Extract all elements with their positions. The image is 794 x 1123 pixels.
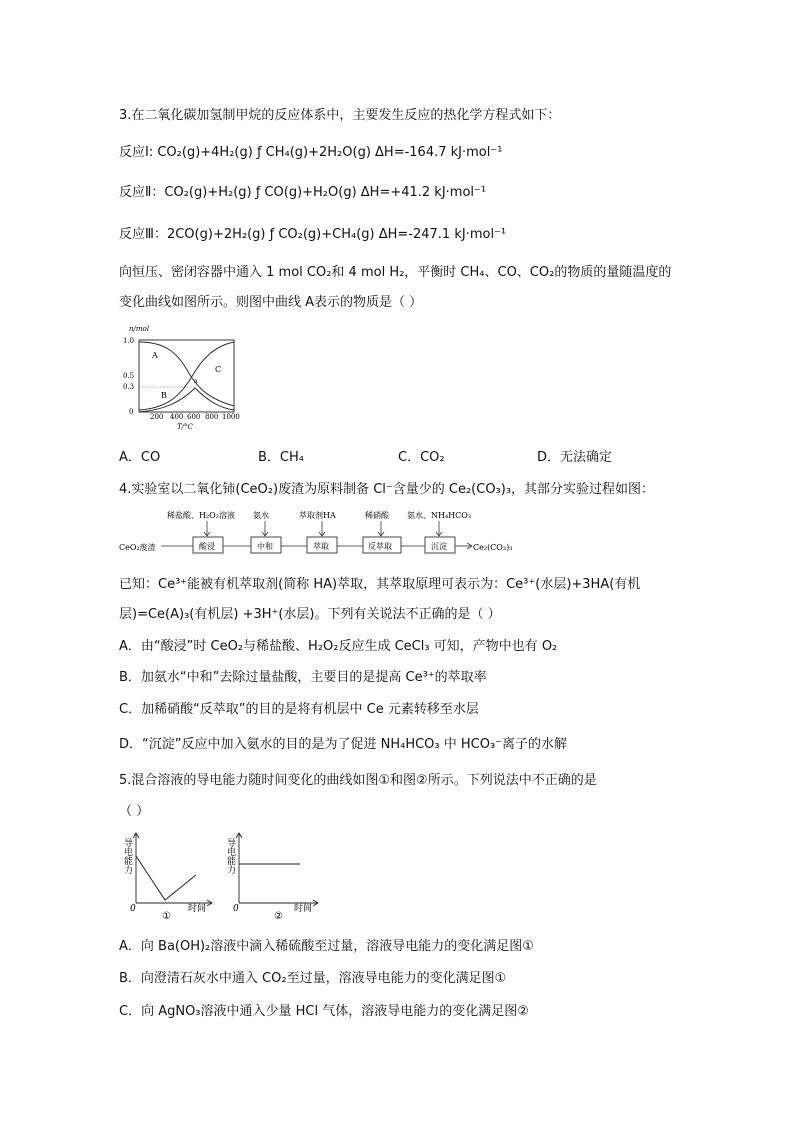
q3-option-c[interactable]: C．CO₂ bbox=[398, 450, 445, 465]
q3-label-a: A bbox=[152, 351, 158, 360]
q4-step-4: 反萃取 bbox=[368, 542, 392, 551]
q4-step-5: 沉淀 bbox=[431, 542, 447, 551]
q3-condition-2: 变化曲线如图所示。则图中曲线 A表示的物质是（ ） bbox=[119, 295, 423, 310]
q4-step-1: 酸浸 bbox=[199, 542, 215, 551]
q4-step-3: 萃取 bbox=[313, 542, 329, 551]
q5-graph2-origin: 0 bbox=[233, 904, 239, 914]
q4-stem: 4.实验室以二氧化铈(CeO₂)废渣为原料制备 Cl⁻含量少的 Ce₂(CO₃)₃，其部分实验过程如图： bbox=[119, 482, 655, 497]
q3-ytick-1: 1.0 bbox=[123, 337, 135, 345]
q3-option-d[interactable]: D．无法确定 bbox=[537, 450, 613, 465]
q3-xtick-3: 600 bbox=[187, 413, 201, 421]
q4-known-2: 层)=Ce(A)₃(有机层) +3H⁺(水层)。下列有关说法不正确的是（ ） bbox=[119, 607, 501, 622]
q3-option-a[interactable]: A．CO bbox=[119, 450, 161, 465]
q4-option-d[interactable]: D．“沉淀”反应中加入氨水的目的是为了促进 NH₄HCO₃ 中 HCO₃⁻离子的水解 bbox=[119, 737, 568, 752]
q4-known-1: 已知：Ce³⁺能被有机萃取剂(简称 HA)萃取，其萃取原理可表示为：Ce³⁺(水层)+3HA(有机 bbox=[119, 577, 641, 592]
q5-graph-2 bbox=[222, 830, 322, 922]
q5-graph1-origin: 0 bbox=[130, 904, 136, 914]
q3-graph-xlabel: T/°C bbox=[177, 423, 193, 431]
q5-stem: 5.混合溶液的导电能力随时间变化的曲线如图①和图②所示。下列说法中不正确的是 bbox=[119, 773, 597, 788]
q5-paren: （ ） bbox=[119, 804, 150, 819]
q4-step-2: 中和 bbox=[257, 542, 273, 551]
q3-ytick-3: 0.3 bbox=[123, 383, 135, 391]
q4-reagent-2: 氨水 bbox=[253, 511, 269, 520]
q5-graph1-ylabel: 导电能力 bbox=[122, 838, 132, 874]
q5-option-c[interactable]: C．向 AgNO₃溶液中通入少量 HCl 气体，溶液导电能力的变化满足图② bbox=[119, 1004, 529, 1019]
q4-option-b[interactable]: B．加氨水“中和”去除过量盐酸，主要目的是提高 Ce³⁺的萃取率 bbox=[119, 670, 487, 685]
q4-flow-start: CeO₂废渣 bbox=[119, 543, 156, 552]
q3-label-point: a bbox=[194, 378, 198, 385]
q5-option-a[interactable]: A．向 Ba(OH)₂溶液中滴入稀硫酸至过量，溶液导电能力的变化满足图① bbox=[119, 939, 534, 954]
q3-option-b[interactable]: B．CH₄ bbox=[258, 450, 304, 465]
q3-graph-ylabel: n/mol bbox=[129, 325, 149, 333]
q3-xtick-1: 200 bbox=[150, 413, 164, 421]
q3-equilibrium-graph bbox=[119, 322, 254, 434]
q3-xtick-5: 1000 bbox=[222, 413, 240, 421]
q4-flow-end: Ce₂(CO₃)₃ bbox=[473, 543, 513, 552]
q3-ytick-4: 0 bbox=[129, 408, 134, 416]
q5-graph2-caption: ② bbox=[274, 911, 283, 922]
q3-xtick-4: 800 bbox=[205, 413, 219, 421]
q5-graph1-xlabel: 时间 bbox=[188, 904, 207, 914]
q3-reaction-1: 反应Ⅰ: CO₂(g)+4H₂(g) ƒ CH₄(g)+2H₂O(g) ΔH=-164.7 kJ·mol⁻¹ bbox=[119, 145, 503, 160]
q5-graph2-ylabel: 导电能力 bbox=[225, 838, 235, 874]
q4-option-c[interactable]: C．加稀硝酸“反萃取”的目的是将有机层中 Ce 元素转移至水层 bbox=[119, 702, 479, 717]
q3-stem: 3.在二氧化碳加氢制甲烷的反应体系中，主要发生反应的热化学方程式如下： bbox=[119, 108, 561, 123]
q5-graph-1 bbox=[117, 830, 217, 922]
q4-reagent-1: 稀盐酸、H₂O₂溶液 bbox=[167, 511, 235, 520]
q3-reaction-3: 反应Ⅲ：2CO(g)+2H₂(g) ƒ CO₂(g)+CH₄(g) ΔH=-247.1 kJ·mol⁻¹ bbox=[119, 227, 507, 242]
q5-graph1-caption: ① bbox=[162, 911, 171, 922]
q5-graph1-curve bbox=[136, 856, 196, 900]
q3-ytick-2: 0.5 bbox=[123, 372, 135, 380]
q3-label-c: C bbox=[215, 365, 222, 374]
q5-graph2-xlabel: 时间 bbox=[294, 904, 313, 914]
q4-process-flowchart bbox=[119, 505, 519, 557]
q4-option-a[interactable]: A．由“酸浸”时 CeO₂与稀盐酸、H₂O₂反应生成 CeCl₃ 可知，产物中也有 O₂ bbox=[119, 639, 558, 654]
q4-reagent-4: 稀硝酸 bbox=[365, 511, 389, 520]
q3-xtick-2: 400 bbox=[170, 413, 184, 421]
q3-label-b: B bbox=[161, 391, 167, 400]
q3-curve-b bbox=[139, 388, 234, 412]
q3-reaction-2: 反应Ⅱ：CO₂(g)+H₂(g) ƒ CO(g)+H₂O(g) ΔH=+41.2 kJ·mol⁻¹ bbox=[119, 185, 487, 200]
q3-condition-1: 向恒压、密闭容器中通入 1 mol CO₂和 4 mol H₂，平衡时 CH₄、CO、CO₂的物质的量随温度的 bbox=[119, 265, 672, 280]
q4-reagent-5: 氨水、NH₄HCO₃ bbox=[407, 511, 472, 520]
q4-reagent-3: 萃取剂HA bbox=[299, 511, 336, 520]
q5-option-b[interactable]: B．向澄清石灰水中通入 CO₂至过量，溶液导电能力的变化满足图① bbox=[119, 971, 507, 986]
